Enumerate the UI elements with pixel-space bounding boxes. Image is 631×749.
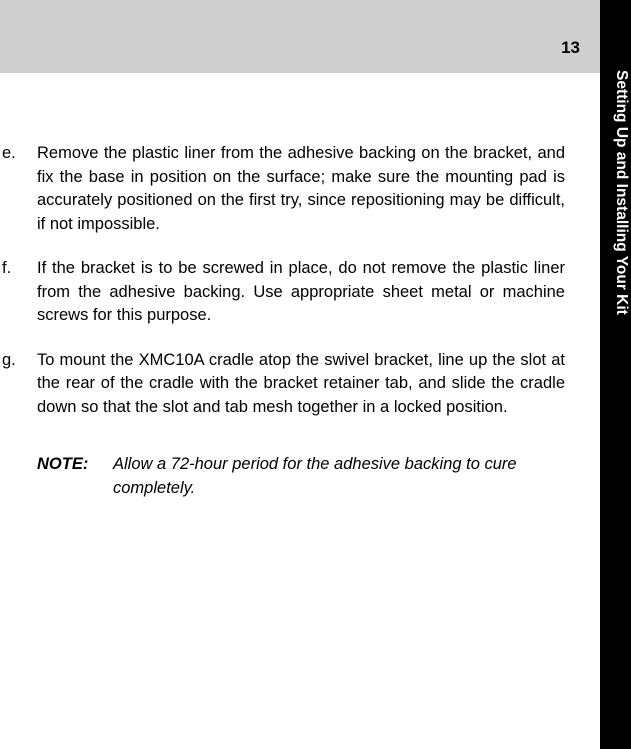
step-g [0,349,565,420]
step-letter: f. [2,259,12,277]
step-letter: e. [2,144,16,162]
instruction-list [0,142,565,500]
step-text: To mount the XMC10A cradle atop the swivel bracket, line up the slot at the rear of the cradle with the bracket retainer tab, and slide the cradle down so that the slot and tab mesh together in a locked position. [37,350,565,416]
note-text: Allow a 72-hour period for the adhesive backing to cure completely. [113,455,517,497]
step-e [0,142,565,236]
note-label: NOTE: [37,455,89,473]
step-text: If the bracket is to be screwed in place, do not remove the plastic liner from the adhesive backing. Use appropriate sheet metal or machine screws for this purpose. [37,259,565,324]
step-f [0,257,565,328]
page-number: 13 [561,38,580,57]
note-block [37,453,565,500]
step-letter: g. [2,350,16,369]
step-text: Remove the plastic liner from the adhesive backing on the bracket, and fix the base in position on the surface; make sure the mounting pad is accurately positioned on the first try, since repositioning may be difficult, if not impossible. [37,144,565,233]
chapter-tab [600,0,631,749]
chapter-title: Setting Up and Installing Your Kit [613,70,630,315]
header-band [0,0,600,73]
